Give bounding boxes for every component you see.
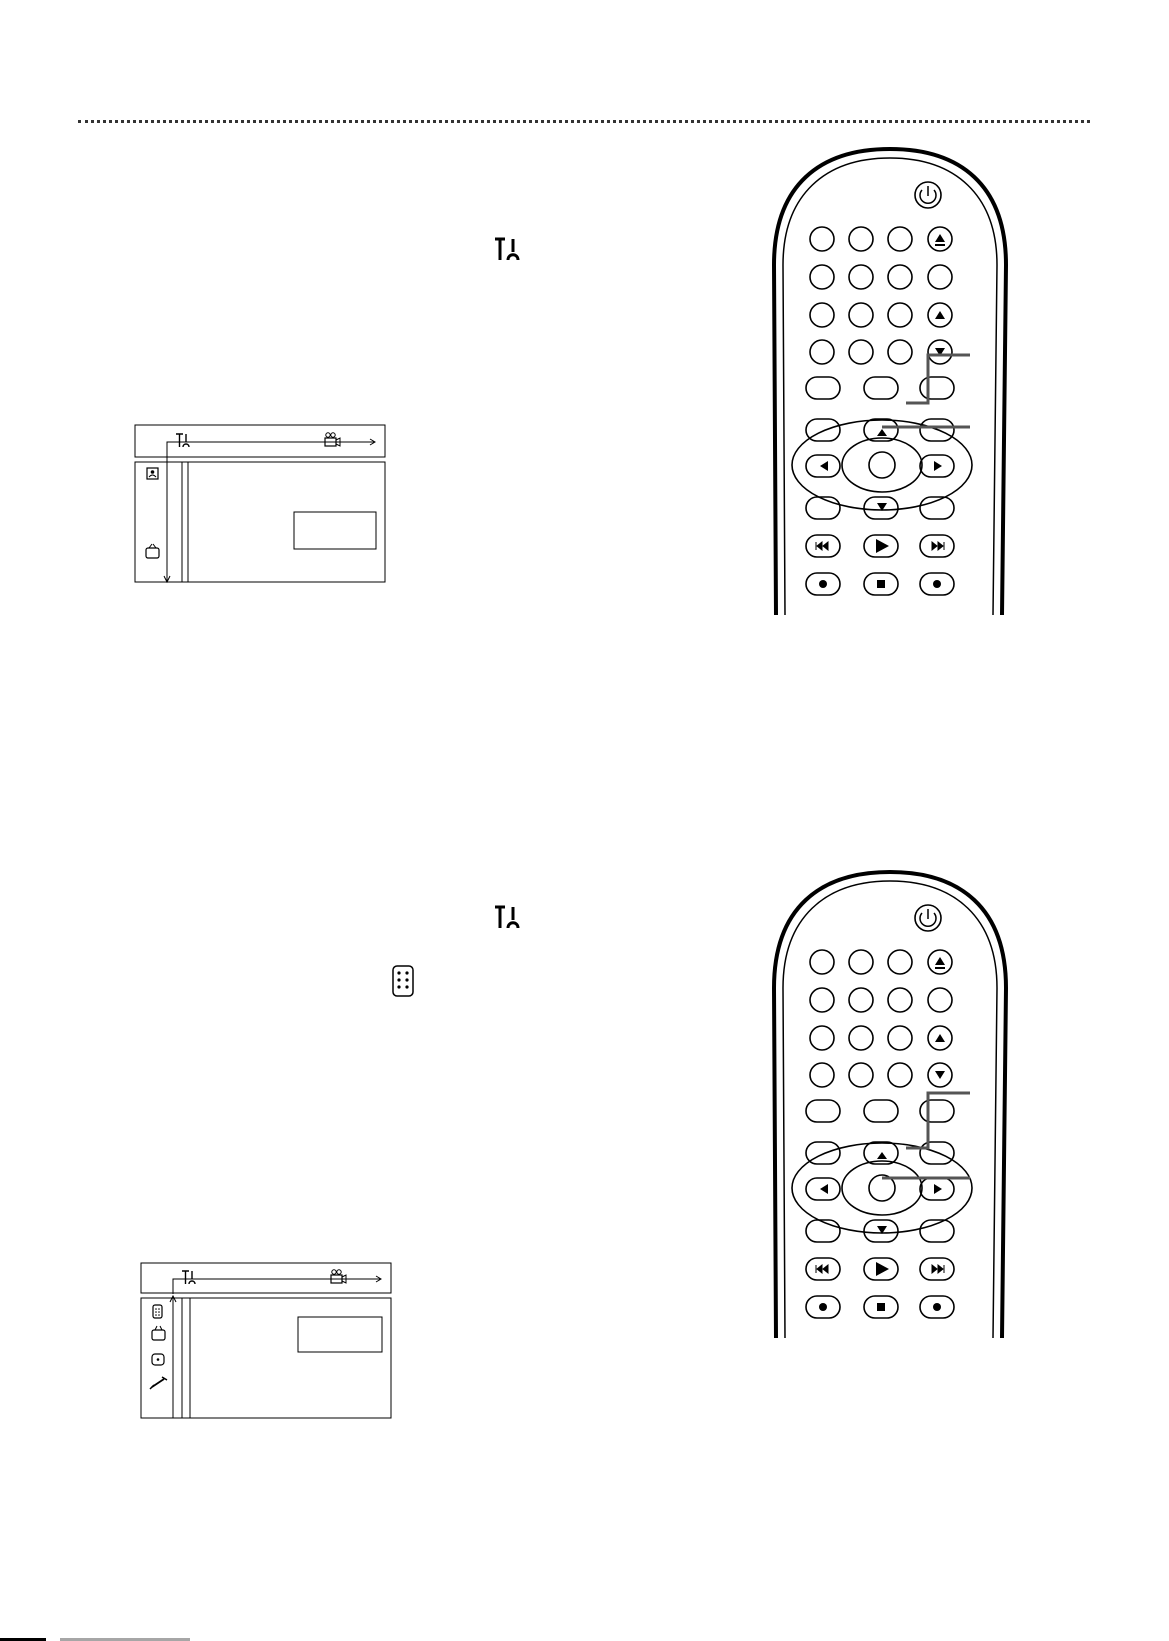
- setup-tools-icon-small: [176, 434, 189, 447]
- remote-control-icon-small: [153, 1305, 162, 1318]
- tv-icon: [146, 544, 159, 558]
- camera-icon: [325, 433, 340, 446]
- tv-icon-2: [152, 1326, 165, 1340]
- setup-tools-icon-2: [492, 904, 526, 930]
- wrench-icon: [150, 1377, 167, 1389]
- camera-icon-2: [331, 1270, 346, 1283]
- disc-icon: [152, 1354, 164, 1365]
- remote-control-icon: [391, 964, 415, 998]
- setup-tools-icon-small-2: [182, 1271, 195, 1284]
- footer-mark: [0, 1636, 200, 1641]
- person-icon: [147, 468, 158, 479]
- remote-illustration-1: [770, 145, 1020, 615]
- remote-illustration-2: [770, 868, 1020, 1338]
- header-dotted-rule: [78, 120, 1090, 123]
- setup-menu-screen-1: [134, 424, 386, 584]
- setup-menu-screen-2: [140, 1262, 392, 1420]
- setup-tools-icon: [492, 236, 526, 262]
